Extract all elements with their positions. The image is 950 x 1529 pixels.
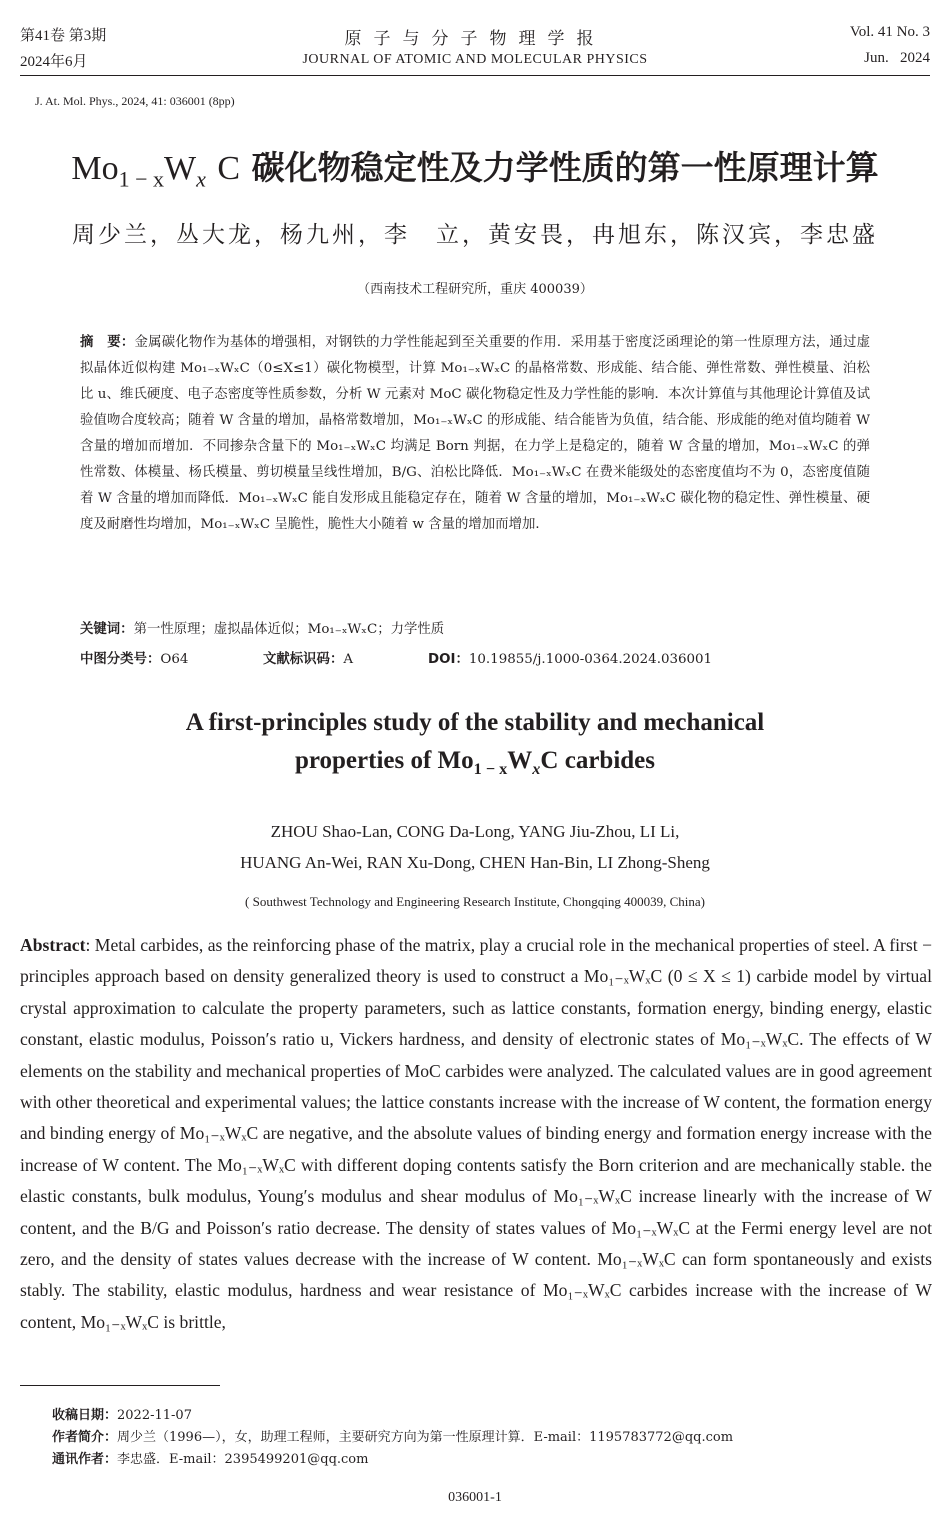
chinese-abstract-text: 金属碳化物作为基体的增强相，对钢铁的力学性能起到至关重要的作用．采用基于密度泛函理论的第一性原理方法，通过虚拟晶体近似构建 Mo₁₋ₓWₓC（0≤X≤1）碳化物模型，计算 Mo₁₋ₓWₓC 的晶格常数、形成能、结合能、弹性常数、弹性模量、泊松比 u、维氏硬度、电子态密度等性质参数，分析 W 元素对 MoC 碳化物稳定性及力学性能的影响．本次计算值与其他理论计算值及试验值吻合度较高；随着 W 含量的增加，晶格常数增加，Mo₁₋ₓWₓC 的形成能、结合能皆为负值，结合能、形成能的绝对值均随着 W 含量的增加而增加．不同掺杂含量下的 Mo₁₋ₓWₓC 均满足 Born 判据，在力学上是稳定的，随着 W 含量的增加，Mo₁₋ₓWₓC 的弹性常数、体模量、杨氏模量、剪切模量呈线性增加，B/G、泊松比降低．Mo₁₋ₓWₓC 在费米能级处的态密度值均不为 0，态密度值随着 W 含量的增加而降低．Mo₁₋ₓWₓC 能自发形成且能稳定存在，随着 W 含量的增加，Mo₁₋ₓWₓC 碳化物的稳定性、弹性模量、硬度及耐磨性均增加，Mo₁₋ₓWₓC 呈脆性，脆性大小随着 w 含量的增加而增加． — [80, 335, 870, 532]
chinese-abstract — [80, 330, 870, 538]
title-formula-sub1: 1 − x — [118, 166, 165, 192]
title-formula-w: W — [164, 150, 197, 187]
english-authors-line1: ZHOU Shao-Lan, CONG Da-Long, YANG Jiu-Zhou, LI Li, — [270, 822, 680, 841]
english-title-sub1: 1 − x — [473, 760, 508, 778]
corresponding-label: 通讯作者： — [52, 1452, 118, 1467]
keywords-label: 关键词： — [80, 622, 134, 637]
chinese-affiliation: （西南技术工程研究所，重庆 400039） — [357, 282, 593, 297]
title-formula-c: C — [217, 150, 241, 187]
english-abstract-text: : Metal carbides, as the reinforcing phase of the matrix, play a crucial role in the mechanical properties of steel. A first − principles approach based on density generalized theory is used to construct a Mo₁₋ₓWₓC (0 ≤ X ≤ 1) carbide model by virtual crystal approximation to calculate the property parameters, such as lattice constants, formation energy, binding energy, elastic constant, elastic modulus, Poisson′s ratio u, Vickers hardness, and density of electronic states of Mo₁₋ₓWₓC. The effects of W elements on the stability and mechanical properties of MoC carbides were analyzed. The calculated values are in good agreement with other theoretical and experimental values; the lattice constants increase with the increase of W content, the formation energy and binding energy of Mo₁₋ₓWₓC are negative, and the absolute values of binding energy and formation energy increase with the increase of W content. The Mo₁₋ₓWₓC with different doping contents satisfy the Born criterion and are mechanically stable. the elastic constants, bulk modulus, Young′s modulus and shear modulus of Mo₁₋ₓWₓC increase linearly with the increase of W content, and the B/G and Poisson′s ratio decrease. The density of states values of Mo₁₋ₓWₓC at the Fermi energy level are not zero, and the density of states values decrease with the increase of W content. Mo₁₋ₓWₓC can form spontaneously and exists stably. The stability, elastic modulus, hardness and wear resistance of Mo₁₋ₓWₓC carbides increase with the increase of W content, Mo₁₋ₓWₓC is brittle, — [20, 935, 932, 1332]
keywords-text: 第一性原理；虚拟晶体近似；Mo₁₋ₓWₓC；力学性质 — [133, 622, 445, 637]
english-title-line2a: properties of Mo — [294, 747, 474, 774]
english-abstract-label: Abstract — [20, 935, 86, 955]
journal-title-cn: 原子与分子物理学报 — [344, 29, 606, 48]
english-title — [0, 704, 950, 788]
chinese-abstract-label: 摘 要： — [80, 335, 135, 350]
english-title-line2c: C carbides — [540, 747, 655, 774]
english-authors — [0, 816, 950, 878]
english-title-sub2: x — [532, 760, 541, 778]
author-info-label: 作者简介： — [52, 1430, 118, 1445]
corresponding-value: 李忠盛．E-mail：2395499201@qq.com — [117, 1452, 369, 1467]
journal-title-en: JOURNAL OF ATOMIC AND MOLECULAR PHYSICS — [302, 52, 648, 67]
classification-line — [80, 648, 870, 667]
footnote-rule — [20, 1385, 220, 1386]
keywords — [80, 618, 444, 637]
received-value: 2022-11-07 — [117, 1408, 192, 1423]
date-en: Jun. 2024 — [864, 50, 930, 66]
english-title-line2b: W — [507, 747, 533, 774]
volume-issue-en: Vol. 41 No. 3 — [849, 24, 930, 40]
citation: J. At. Mol. Phys., 2024, 41: 036001 (8pp) — [35, 94, 235, 108]
clc-value: O64 — [160, 652, 189, 667]
english-affiliation: ( Southwest Technology and Engineering Research Institute, Chongqing 400039, China) — [245, 894, 705, 909]
english-title-line1: A first-principles study of the stability and mechanical — [185, 709, 765, 736]
english-authors-line2: HUANG An-Wei, RAN Xu-Dong, CHEN Han-Bin, LI Zhong-Sheng — [240, 853, 710, 872]
received-label: 收稿日期： — [52, 1408, 118, 1423]
footnote-author — [52, 1426, 912, 1445]
doc-code-label: 文献标识码： — [263, 652, 344, 667]
volume-issue-cn: 第41卷 第3期 — [20, 28, 107, 44]
footnote-received — [52, 1404, 192, 1423]
doc-code-value: A — [343, 652, 354, 667]
page-number: 036001-1 — [448, 1490, 502, 1505]
doi-label: DOI： — [428, 652, 469, 667]
chinese-authors: 周少兰，丛大龙，杨九州，李 立，黄安畏，冉旭东，陈汉宾，李忠盛 — [72, 222, 878, 248]
title-text-cn: 碳化物稳定性及力学性质的第一性原理计算 — [251, 148, 879, 187]
chinese-title — [0, 142, 950, 193]
english-abstract — [20, 930, 932, 1338]
title-formula-sub2: x — [196, 166, 206, 192]
header-rule — [20, 75, 930, 76]
doi-value: 10.19855/j.1000-0364.2024.036001 — [468, 652, 713, 667]
title-formula-mo: Mo — [71, 150, 119, 187]
author-info-value: 周少兰（1996—），女，助理工程师，主要研究方向为第一性原理计算．E-mail：1195783772@qq.com — [117, 1430, 734, 1445]
date-cn: 2024年6月 — [20, 54, 88, 70]
footnote-corresponding — [52, 1448, 368, 1467]
clc-label: 中图分类号： — [80, 652, 161, 667]
